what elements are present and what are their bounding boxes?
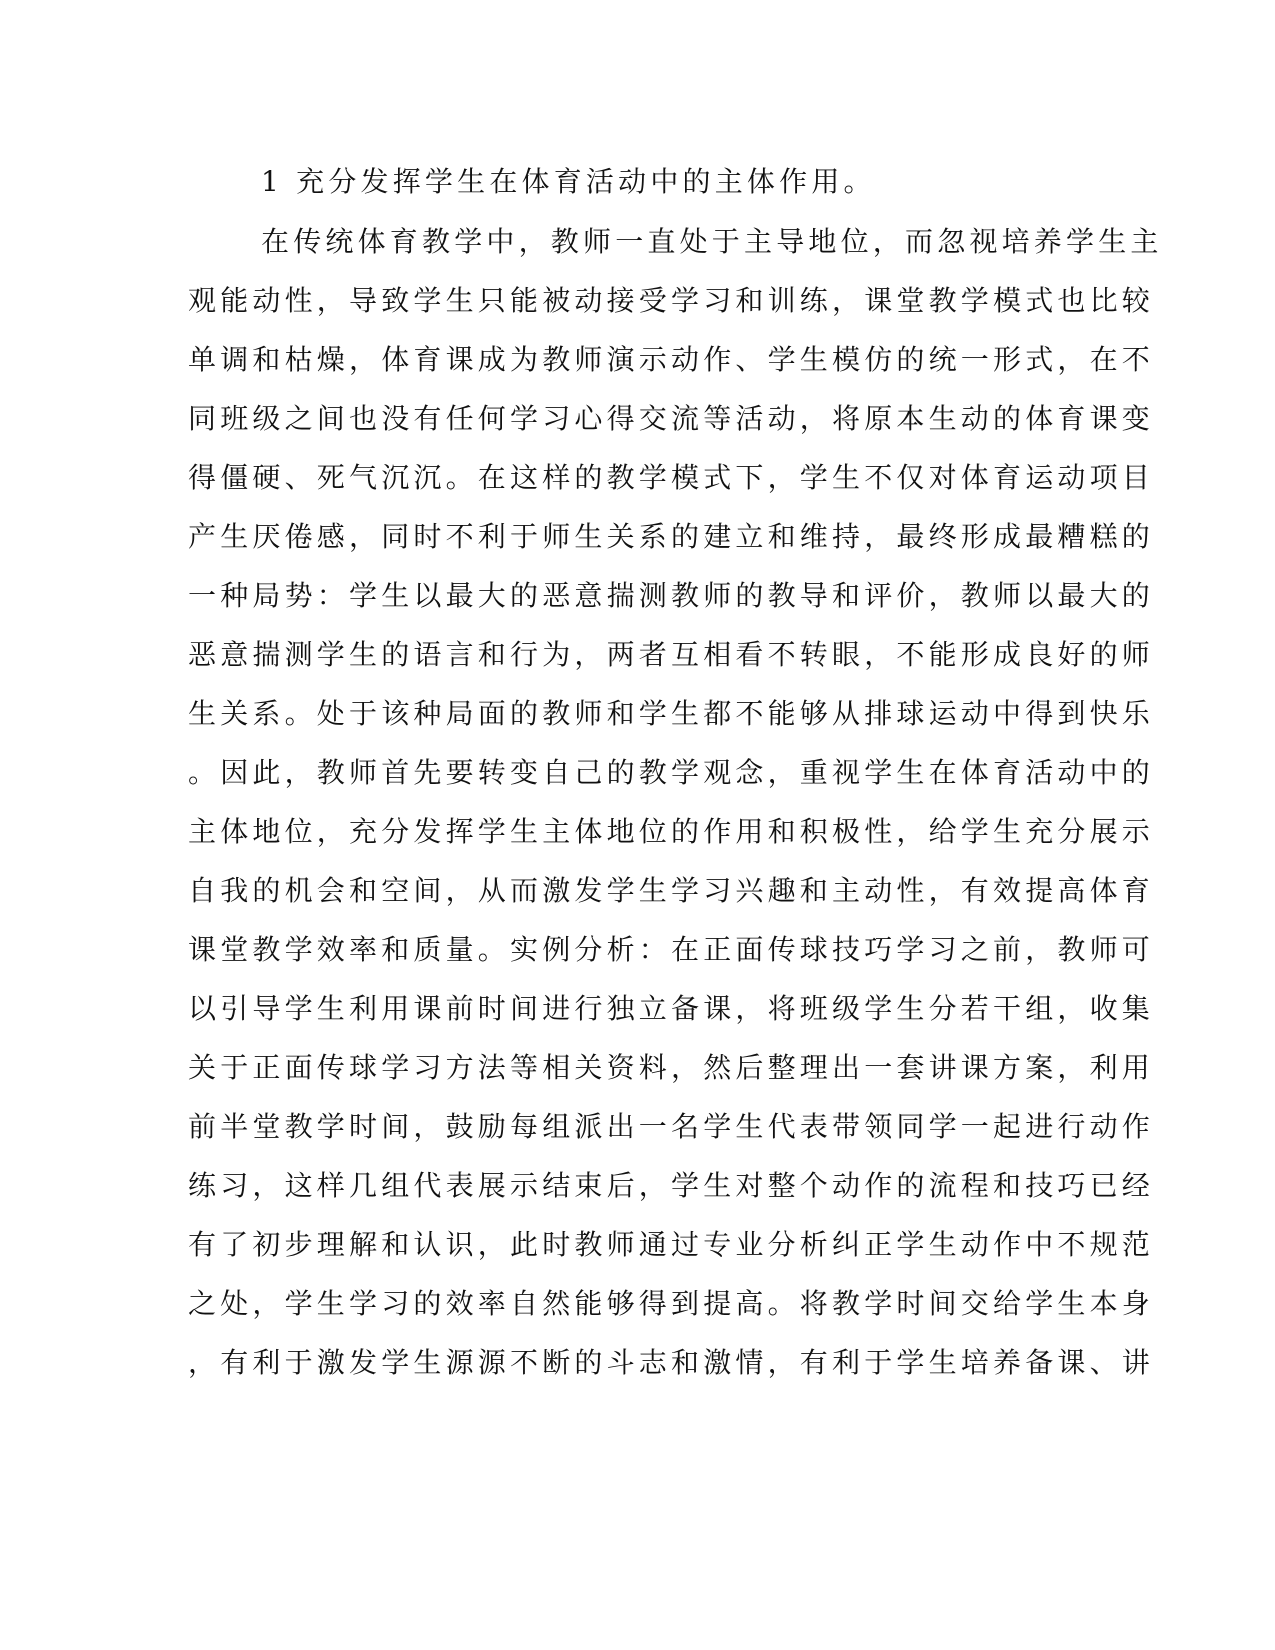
section-heading: 1 充分发挥学生在体育活动中的主体作用。 bbox=[261, 165, 876, 198]
paragraph-line: 生关系。处于该种局面的教师和学生都不能够从排球运动中得到快乐 bbox=[188, 697, 1155, 730]
paragraph-line: 练习，这样几组代表展示结束后，学生对整个动作的流程和技巧已经 bbox=[188, 1169, 1155, 1202]
paragraph-line: 有了初步理解和认识，此时教师通过专业分析纠正学生动作中不规范 bbox=[188, 1228, 1155, 1261]
paragraph-line: 恶意揣测学生的语言和行为，两者互相看不转眼，不能形成良好的师 bbox=[188, 638, 1155, 671]
paragraph-line: 自我的机会和空间，从而激发学生学习兴趣和主动性，有效提高体育 bbox=[188, 874, 1155, 907]
paragraph-line: 同班级之间也没有任何学习心得交流等活动，将原本生动的体育课变 bbox=[188, 402, 1155, 435]
paragraph-line: 一种局势：学生以最大的恶意揣测教师的教导和评价，教师以最大的 bbox=[188, 579, 1155, 612]
paragraph-line: 。因此，教师首先要转变自己的教学观念，重视学生在体育活动中的 bbox=[188, 756, 1155, 789]
paragraph-line: 在传统体育教学中，教师一直处于主导地位，而忽视培养学生主 bbox=[261, 225, 1163, 258]
paragraph-line: 前半堂教学时间，鼓励每组派出一名学生代表带领同学一起进行动作 bbox=[188, 1110, 1155, 1143]
paragraph-line: 产生厌倦感，同时不利于师生关系的建立和维持，最终形成最糟糕的 bbox=[188, 520, 1155, 553]
paragraph-line: 得僵硬、死气沉沉。在这样的教学模式下，学生不仅对体育运动项目 bbox=[188, 461, 1155, 494]
paragraph-line: 之处，学生学习的效率自然能够得到提高。将教学时间交给学生本身 bbox=[188, 1287, 1155, 1320]
paragraph-line: 主体地位，充分发挥学生主体地位的作用和积极性，给学生充分展示 bbox=[188, 815, 1155, 848]
paragraph-line: 以引导学生利用课前时间进行独立备课，将班级学生分若干组，收集 bbox=[188, 992, 1155, 1025]
paragraph-line: ，有利于激发学生源源不断的斗志和激情，有利于学生培养备课、讲 bbox=[188, 1346, 1155, 1379]
paragraph-line: 课堂教学效率和质量。实例分析：在正面传球技巧学习之前，教师可 bbox=[188, 933, 1155, 966]
paragraph-line: 观能动性，导致学生只能被动接受学习和训练，课堂教学模式也比较 bbox=[188, 284, 1155, 317]
paragraph-line: 关于正面传球学习方法等相关资料，然后整理出一套讲课方案，利用 bbox=[188, 1051, 1155, 1084]
paragraph-line: 单调和枯燥，体育课成为教师演示动作、学生模仿的统一形式，在不 bbox=[188, 343, 1155, 376]
